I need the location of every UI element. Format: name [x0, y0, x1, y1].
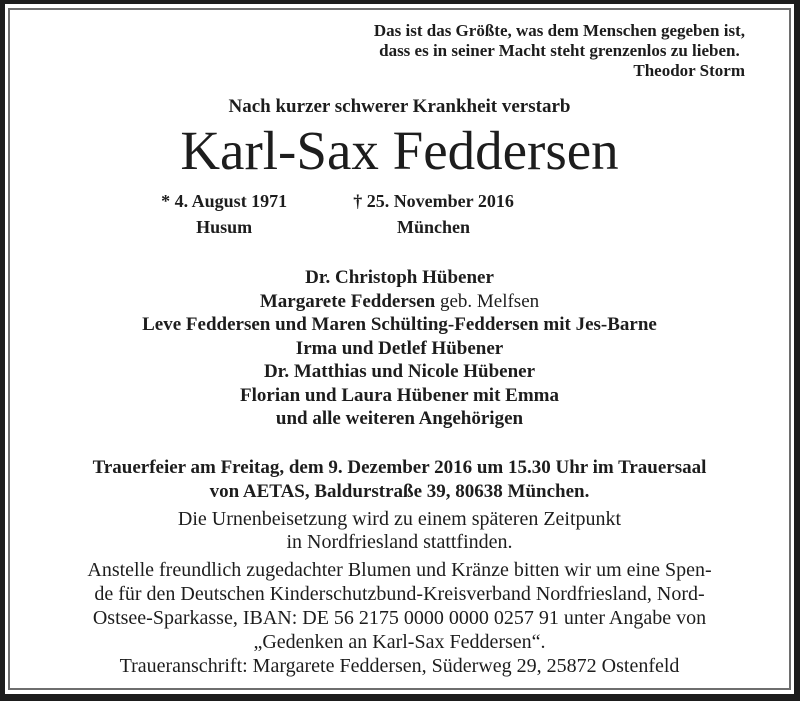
donation-line: de für den Deutschen Kinderschutzbund-Kreisverband Nordfriesland, Nord- — [94, 582, 705, 605]
urn-burial-line: Die Urnenbeisetzung wird zu einem späteren Zeitpunkt — [177, 507, 622, 530]
funeral-service-line: von AETAS, Baldurstraße 39, 80638 München. — [209, 480, 590, 502]
mourner-line: und alle weiteren Angehörigen — [275, 408, 524, 429]
birth-date: * 4. August 1971 — [161, 191, 288, 211]
mourner-line: Irma und Detlef Hübener — [295, 337, 504, 359]
deceased-name: Karl-Sax Feddersen — [180, 120, 619, 181]
donation-line: Ostsee-Sparkasse, IBAN: DE 56 2175 0000 0000 0257 91 unter Angabe von — [92, 606, 707, 629]
condolence-address: Traueranschrift: Margarete Feddersen, Süderweg 29, 25872 Ostenfeld — [119, 654, 680, 677]
urn-burial-line: in Nordfriesland stattfinden. — [286, 530, 513, 553]
mourner-line: Florian und Laura Hübener mit Emma — [240, 384, 559, 406]
death-date: † 25. November 2016 — [353, 191, 514, 211]
epigraph-quote — [374, 21, 745, 81]
death-announcement-line: Nach kurzer schwerer Krankheit verstarb — [228, 96, 571, 117]
mourner-line: Margarete Feddersen geb. Melfsen — [259, 290, 540, 312]
quote-line: Das ist das Größte, was dem Menschen gegeben ist, — [373, 21, 745, 40]
birth-place: Husum — [196, 217, 253, 237]
quote-attribution: Theodor Storm — [633, 61, 745, 80]
donation-line: Anstelle freundlich zugedachter Blumen und Kränze bitten wir um eine Spen- — [87, 558, 712, 581]
quote-line: dass es in seiner Macht steht grenzenlos zu lieben. — [379, 41, 740, 60]
urn-burial-info — [10, 508, 789, 554]
mourners-list — [10, 266, 789, 431]
life-dates — [8, 188, 727, 240]
death-place: München — [397, 217, 471, 237]
donation-line: „Gedenken an Karl-Sax Feddersen“. — [253, 630, 546, 653]
birth-info — [161, 188, 287, 240]
donation-request — [10, 558, 789, 654]
mourner-line: Leve Feddersen und Maren Schülting-Feddersen mit Jes-Barne — [142, 314, 657, 335]
mourner-line: Dr. Christoph Hübener — [305, 267, 494, 288]
death-notice — [8, 8, 791, 690]
funeral-service-info — [10, 456, 789, 504]
mourner-line: Dr. Matthias und Nicole Hübener — [263, 361, 536, 382]
death-info — [353, 188, 514, 240]
funeral-service-line: Trauerfeier am Freitag, dem 9. Dezember 2016 um 15.30 Uhr im Trauersaal — [92, 456, 707, 478]
